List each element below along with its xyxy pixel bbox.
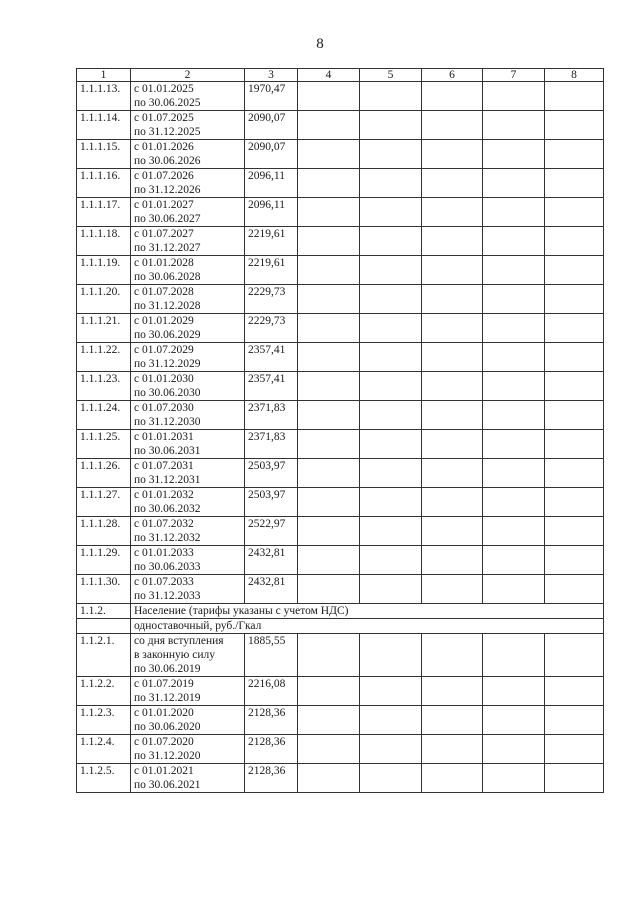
- period-line: по 31.12.2020: [134, 750, 201, 762]
- section-title: Население (тарифы указаны с учетом НДС): [131, 604, 604, 619]
- empty-cell: [422, 764, 483, 793]
- empty-cell: [545, 706, 604, 735]
- empty-cell: [545, 488, 604, 517]
- table-row: [77, 634, 604, 677]
- period-cell: [131, 256, 245, 285]
- empty-cell: [483, 430, 545, 459]
- empty-cell: [422, 488, 483, 517]
- empty-cell: [360, 764, 422, 793]
- subsection-number: [77, 619, 131, 634]
- empty-cell: [298, 401, 360, 430]
- tariff-value: 2357,41: [245, 343, 298, 372]
- empty-cell: [422, 314, 483, 343]
- row-number: 1.1.1.19.: [77, 256, 131, 285]
- empty-cell: [483, 111, 545, 140]
- empty-cell: [422, 546, 483, 575]
- tariff-value: 1970,47: [245, 82, 298, 111]
- period-line: с 01.07.2028: [134, 286, 194, 298]
- empty-cell: [298, 343, 360, 372]
- empty-cell: [422, 227, 483, 256]
- row-number: 1.1.2.2.: [77, 677, 131, 706]
- empty-cell: [545, 372, 604, 401]
- period-cell: [131, 227, 245, 256]
- section-row: [77, 604, 604, 619]
- empty-cell: [483, 401, 545, 430]
- period-cell: [131, 677, 245, 706]
- tariff-value: 2128,36: [245, 706, 298, 735]
- empty-cell: [545, 314, 604, 343]
- empty-cell: [298, 430, 360, 459]
- empty-cell: [360, 140, 422, 169]
- tariff-value: 2090,07: [245, 111, 298, 140]
- empty-cell: [422, 372, 483, 401]
- period-line: с 01.07.2025: [134, 112, 194, 124]
- empty-cell: [483, 634, 545, 677]
- empty-cell: [422, 111, 483, 140]
- period-line: с 01.07.2027: [134, 228, 194, 240]
- table-row: [77, 227, 604, 256]
- period-line: по 30.06.2033: [134, 561, 201, 573]
- column-header: 5: [360, 69, 422, 82]
- table-row: [77, 706, 604, 735]
- row-number: 1.1.2.1.: [77, 634, 131, 677]
- tariff-value: 2371,83: [245, 430, 298, 459]
- empty-cell: [422, 706, 483, 735]
- empty-cell: [422, 82, 483, 111]
- row-number: 1.1.1.20.: [77, 285, 131, 314]
- period-line: по 31.12.2019: [134, 692, 201, 704]
- empty-cell: [298, 764, 360, 793]
- row-number: 1.1.1.21.: [77, 314, 131, 343]
- empty-cell: [360, 706, 422, 735]
- period-line: по 31.12.2028: [134, 300, 201, 312]
- empty-cell: [545, 677, 604, 706]
- period-line: с 01.01.2031: [134, 431, 194, 443]
- empty-cell: [298, 735, 360, 764]
- empty-cell: [422, 140, 483, 169]
- empty-cell: [298, 546, 360, 575]
- period-line: с 01.07.2032: [134, 518, 194, 530]
- tariff-value: 2229,73: [245, 285, 298, 314]
- period-line: по 30.06.2028: [134, 271, 201, 283]
- period-line: с 01.07.2030: [134, 402, 194, 414]
- period-line: по 30.06.2029: [134, 329, 201, 341]
- empty-cell: [483, 488, 545, 517]
- table-row: [77, 111, 604, 140]
- empty-cell: [545, 140, 604, 169]
- row-number: 1.1.1.25.: [77, 430, 131, 459]
- period-line: с 01.07.2029: [134, 344, 194, 356]
- empty-cell: [360, 372, 422, 401]
- empty-cell: [298, 169, 360, 198]
- period-line: по 30.06.2032: [134, 503, 201, 515]
- period-cell: [131, 169, 245, 198]
- empty-cell: [483, 285, 545, 314]
- row-number: 1.1.1.22.: [77, 343, 131, 372]
- row-number: 1.1.1.26.: [77, 459, 131, 488]
- table-row: [77, 488, 604, 517]
- empty-cell: [298, 459, 360, 488]
- period-line: по 31.12.2027: [134, 242, 201, 254]
- empty-cell: [483, 343, 545, 372]
- empty-cell: [360, 634, 422, 677]
- period-cell: [131, 140, 245, 169]
- empty-cell: [360, 546, 422, 575]
- period-line: с 01.01.2027: [134, 199, 194, 211]
- tariff-value: 2371,83: [245, 401, 298, 430]
- period-line: с 01.01.2033: [134, 547, 194, 559]
- empty-cell: [422, 285, 483, 314]
- empty-cell: [360, 677, 422, 706]
- table-row: [77, 517, 604, 546]
- tariff-value: 2096,11: [245, 169, 298, 198]
- tariff-value: 1885,55: [245, 634, 298, 677]
- empty-cell: [545, 459, 604, 488]
- table-row: [77, 82, 604, 111]
- empty-cell: [483, 459, 545, 488]
- table-row: [77, 285, 604, 314]
- tariff-value: 2219,61: [245, 227, 298, 256]
- empty-cell: [483, 140, 545, 169]
- period-cell: [131, 575, 245, 604]
- period-cell: [131, 488, 245, 517]
- empty-cell: [483, 735, 545, 764]
- tariff-value: 2522,97: [245, 517, 298, 546]
- empty-cell: [483, 227, 545, 256]
- empty-cell: [545, 634, 604, 677]
- period-line: с 01.01.2029: [134, 315, 194, 327]
- tariff-value: 2096,11: [245, 198, 298, 227]
- empty-cell: [483, 169, 545, 198]
- table-row: [77, 764, 604, 793]
- table-row: [77, 459, 604, 488]
- period-line: по 31.12.2033: [134, 590, 201, 602]
- period-line: с 01.07.2031: [134, 460, 194, 472]
- column-header: 7: [483, 69, 545, 82]
- tariff-value: 2219,61: [245, 256, 298, 285]
- empty-cell: [422, 735, 483, 764]
- empty-cell: [298, 140, 360, 169]
- table-row: [77, 140, 604, 169]
- empty-cell: [360, 314, 422, 343]
- empty-cell: [298, 575, 360, 604]
- header-row: [77, 69, 604, 82]
- empty-cell: [483, 677, 545, 706]
- tariff-value: 2357,41: [245, 372, 298, 401]
- empty-cell: [360, 430, 422, 459]
- row-number: 1.1.1.17.: [77, 198, 131, 227]
- tariff-value: 2090,07: [245, 140, 298, 169]
- row-number: 1.1.1.29.: [77, 546, 131, 575]
- column-header: 2: [131, 69, 245, 82]
- table-row: [77, 735, 604, 764]
- empty-cell: [545, 343, 604, 372]
- empty-cell: [298, 256, 360, 285]
- empty-cell: [360, 401, 422, 430]
- empty-cell: [298, 517, 360, 546]
- empty-cell: [360, 735, 422, 764]
- period-line: по 30.06.2027: [134, 213, 201, 225]
- empty-cell: [298, 82, 360, 111]
- row-number: 1.1.1.27.: [77, 488, 131, 517]
- empty-cell: [483, 706, 545, 735]
- row-number: 1.1.1.14.: [77, 111, 131, 140]
- empty-cell: [545, 82, 604, 111]
- empty-cell: [422, 677, 483, 706]
- table-row: [77, 546, 604, 575]
- row-number: 1.1.1.15.: [77, 140, 131, 169]
- subsection-row: [77, 619, 604, 634]
- period-cell: [131, 517, 245, 546]
- period-line: по 31.12.2030: [134, 416, 201, 428]
- empty-cell: [545, 546, 604, 575]
- table-row: [77, 198, 604, 227]
- page-number: 8: [316, 36, 324, 52]
- empty-cell: [545, 256, 604, 285]
- period-line: по 31.12.2025: [134, 126, 201, 138]
- empty-cell: [360, 227, 422, 256]
- empty-cell: [422, 430, 483, 459]
- period-line: с 01.07.2020: [134, 736, 194, 748]
- empty-cell: [360, 517, 422, 546]
- table-row: [77, 401, 604, 430]
- empty-cell: [545, 735, 604, 764]
- empty-cell: [483, 764, 545, 793]
- period-line: по 31.12.2032: [134, 532, 201, 544]
- period-cell: [131, 314, 245, 343]
- empty-cell: [483, 517, 545, 546]
- period-line: по 31.12.2026: [134, 184, 201, 196]
- period-cell: [131, 111, 245, 140]
- period-line: по 30.06.2030: [134, 387, 201, 399]
- empty-cell: [360, 575, 422, 604]
- period-line: по 30.06.2019: [134, 663, 201, 675]
- period-line: по 30.06.2026: [134, 155, 201, 167]
- period-line: по 31.12.2031: [134, 474, 201, 486]
- empty-cell: [298, 111, 360, 140]
- empty-cell: [298, 227, 360, 256]
- period-cell: [131, 401, 245, 430]
- empty-cell: [545, 198, 604, 227]
- period-cell: [131, 735, 245, 764]
- empty-cell: [422, 634, 483, 677]
- period-line: по 30.06.2021: [134, 779, 201, 791]
- empty-cell: [422, 198, 483, 227]
- column-header: 3: [245, 69, 298, 82]
- period-cell: [131, 343, 245, 372]
- empty-cell: [360, 256, 422, 285]
- table-row: [77, 575, 604, 604]
- empty-cell: [422, 459, 483, 488]
- empty-cell: [298, 198, 360, 227]
- tariff-table: [76, 68, 604, 793]
- period-line: с 01.07.2033: [134, 576, 194, 588]
- empty-cell: [298, 372, 360, 401]
- empty-cell: [298, 285, 360, 314]
- row-number: 1.1.2.3.: [77, 706, 131, 735]
- empty-cell: [545, 111, 604, 140]
- empty-cell: [483, 256, 545, 285]
- tariff-value: 2432,81: [245, 546, 298, 575]
- empty-cell: [483, 82, 545, 111]
- period-line: по 30.06.2031: [134, 445, 201, 457]
- period-line: с 01.01.2032: [134, 489, 194, 501]
- table-row: [77, 430, 604, 459]
- period-cell: [131, 82, 245, 111]
- period-line: по 30.06.2025: [134, 97, 201, 109]
- row-number: 1.1.1.23.: [77, 372, 131, 401]
- empty-cell: [483, 314, 545, 343]
- period-line: по 31.12.2029: [134, 358, 201, 370]
- period-line: с 01.01.2030: [134, 373, 194, 385]
- row-number: 1.1.1.16.: [77, 169, 131, 198]
- period-line: с 01.01.2021: [134, 765, 194, 777]
- column-header: 1: [77, 69, 131, 82]
- table-row: [77, 372, 604, 401]
- empty-cell: [360, 488, 422, 517]
- empty-cell: [545, 575, 604, 604]
- tariff-value: 2128,36: [245, 735, 298, 764]
- empty-cell: [483, 372, 545, 401]
- column-header: 4: [298, 69, 360, 82]
- tariff-value: 2128,36: [245, 764, 298, 793]
- empty-cell: [360, 459, 422, 488]
- empty-cell: [298, 314, 360, 343]
- empty-cell: [298, 706, 360, 735]
- row-number: 1.1.1.18.: [77, 227, 131, 256]
- period-line: с 01.07.2019: [134, 678, 194, 690]
- tariff-value: 2503,97: [245, 459, 298, 488]
- empty-cell: [360, 82, 422, 111]
- empty-cell: [545, 517, 604, 546]
- empty-cell: [298, 634, 360, 677]
- empty-cell: [545, 169, 604, 198]
- empty-cell: [360, 169, 422, 198]
- column-header: 8: [545, 69, 604, 82]
- empty-cell: [422, 401, 483, 430]
- period-cell: [131, 198, 245, 227]
- period-cell: [131, 285, 245, 314]
- tariff-value: 2216,08: [245, 677, 298, 706]
- period-line: по 30.06.2020: [134, 721, 201, 733]
- empty-cell: [545, 764, 604, 793]
- period-cell: [131, 372, 245, 401]
- section-number: 1.1.2.: [77, 604, 131, 619]
- table-row: [77, 314, 604, 343]
- empty-cell: [545, 401, 604, 430]
- column-header: 6: [422, 69, 483, 82]
- row-number: 1.1.1.13.: [77, 82, 131, 111]
- row-number: 1.1.1.30.: [77, 575, 131, 604]
- row-number: 1.1.1.28.: [77, 517, 131, 546]
- period-cell: [131, 459, 245, 488]
- empty-cell: [360, 285, 422, 314]
- row-number: 1.1.2.5.: [77, 764, 131, 793]
- empty-cell: [298, 677, 360, 706]
- tariff-value: 2229,73: [245, 314, 298, 343]
- empty-cell: [483, 575, 545, 604]
- table-row: [77, 677, 604, 706]
- period-line: с 01.01.2020: [134, 707, 194, 719]
- period-cell: [131, 764, 245, 793]
- empty-cell: [360, 111, 422, 140]
- period-line: с 01.01.2026: [134, 141, 194, 153]
- empty-cell: [360, 198, 422, 227]
- period-cell: [131, 430, 245, 459]
- table-row: [77, 169, 604, 198]
- empty-cell: [422, 169, 483, 198]
- tariff-value: 2503,97: [245, 488, 298, 517]
- table-row: [77, 256, 604, 285]
- empty-cell: [545, 285, 604, 314]
- period-line: с 01.01.2025: [134, 83, 194, 95]
- subsection-title: одноставочный, руб./Гкал: [131, 619, 604, 634]
- period-cell: [131, 546, 245, 575]
- empty-cell: [422, 517, 483, 546]
- empty-cell: [545, 430, 604, 459]
- empty-cell: [545, 227, 604, 256]
- period-line: в законную силу: [134, 649, 215, 661]
- empty-cell: [422, 256, 483, 285]
- empty-cell: [298, 488, 360, 517]
- empty-cell: [483, 198, 545, 227]
- empty-cell: [422, 343, 483, 372]
- period-line: со дня вступления: [134, 635, 224, 647]
- period-cell: [131, 706, 245, 735]
- period-line: с 01.01.2028: [134, 257, 194, 269]
- period-cell: [131, 634, 245, 677]
- row-number: 1.1.1.24.: [77, 401, 131, 430]
- empty-cell: [422, 575, 483, 604]
- empty-cell: [483, 546, 545, 575]
- period-line: с 01.07.2026: [134, 170, 194, 182]
- table-row: [77, 343, 604, 372]
- empty-cell: [360, 343, 422, 372]
- tariff-value: 2432,81: [245, 575, 298, 604]
- row-number: 1.1.2.4.: [77, 735, 131, 764]
